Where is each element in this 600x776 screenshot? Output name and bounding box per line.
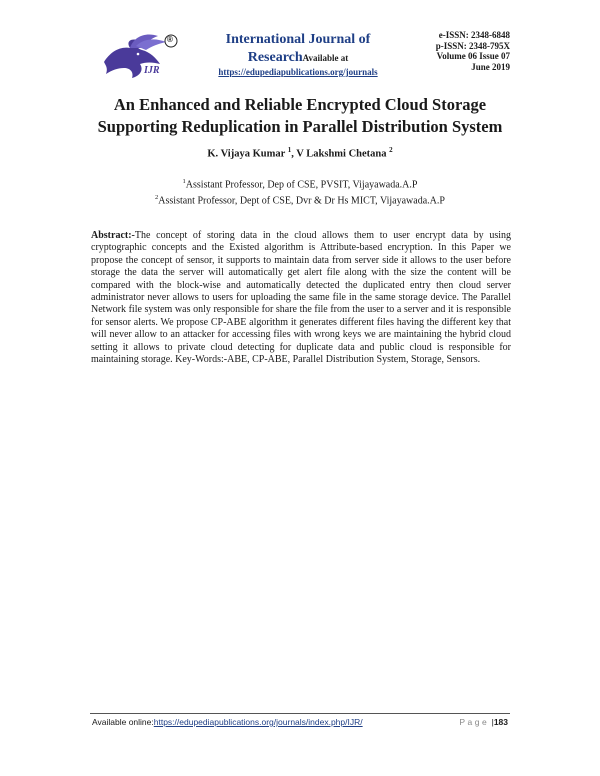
journal-logo [100,32,182,82]
author-1-superscript: 1 [287,146,292,154]
author-1: K. Vijaya Kumar [207,148,286,160]
affiliation-2-text: Assistant Professor, Dept of CSE, Dvr & Dr Hs MICT, Vijayawada.A.P [158,195,445,207]
registered-mark: ® [167,35,173,44]
author-2: V Lakshmi Chetana [296,148,387,160]
abstract-label: Abstract:- [91,230,135,241]
affiliation-1 [40,175,560,191]
abstract [91,230,511,366]
affiliation-2-superscript: 2 [155,194,159,202]
authors-line [40,146,560,160]
issn-block [414,30,510,72]
available-online-label: Available online: [92,717,154,727]
journal-title-line2: Research [247,50,303,65]
page-separator: | [491,717,494,727]
author-separator: , [291,148,297,160]
footer-left [92,717,363,727]
affiliations [40,175,560,208]
page-indicator [459,717,508,727]
page-number: 183 [493,717,508,727]
paper-title [40,94,560,138]
affiliation-1-text: Assistant Professor, Dep of CSE, PVSIT, Vijayawada.A.P [185,179,418,191]
logo-text: IJR [144,65,160,76]
issue-date: June 2019 [471,61,510,72]
affiliation-2 [40,191,560,207]
volume-issue: Volume 06 Issue 07 [436,51,510,62]
journal-name-block [208,32,388,78]
abstract-body: The concept of storing data in the cloud allows them to user encrypt data by using cryptographic concepts and the Existed algorithm is Attribute-based encryption. In this Paper we propose the concept of sensor, it supports to maintain data from server side it allows to the user before storage the data the server will automatically get alert file along with the size the content will be compared with the block-wise and automatically detected the duplicated entry then cloud server administrator never allows to users for uploading the same file in the same storage device. The Parallel Network file system was only responsible for share the file from the user to a server and it is responsible for sensor alerts. We propose CP-ABE algorithm it generates different files having the different key that will never allow to an attacker for accessing files with wrong keys we are maintaining the hybrid cloud setting it allows to private cloud detecting for duplicate data and public cloud is responsible for maintaining storage. Key-Words:-ABE, CP-ABE, Parallel Distribution System, Storage, Sensors. [91,230,511,366]
footer-divider [90,713,510,714]
page-label: Page [459,717,490,727]
pissn: p-ISSN: 2348-795X [435,40,510,51]
available-at-label: Available at [302,53,349,63]
journal-url-link[interactable]: https://edupediapublications.org/journals [218,67,378,77]
eissn: e-ISSN: 2348-6848 [438,30,510,40]
paper-title-line2: Supporting Reduplication in Parallel Distribution System [97,117,503,136]
paper-title-line1: An Enhanced and Reliable Encrypted Cloud Storage [113,95,487,114]
journal-title-line1: International Journal of [225,32,371,47]
author-2-superscript: 2 [389,146,393,154]
footer-url-link[interactable]: https://edupediapublications.org/journals/index.php/IJR/ [153,717,363,727]
affiliation-1-superscript: 1 [182,178,186,185]
